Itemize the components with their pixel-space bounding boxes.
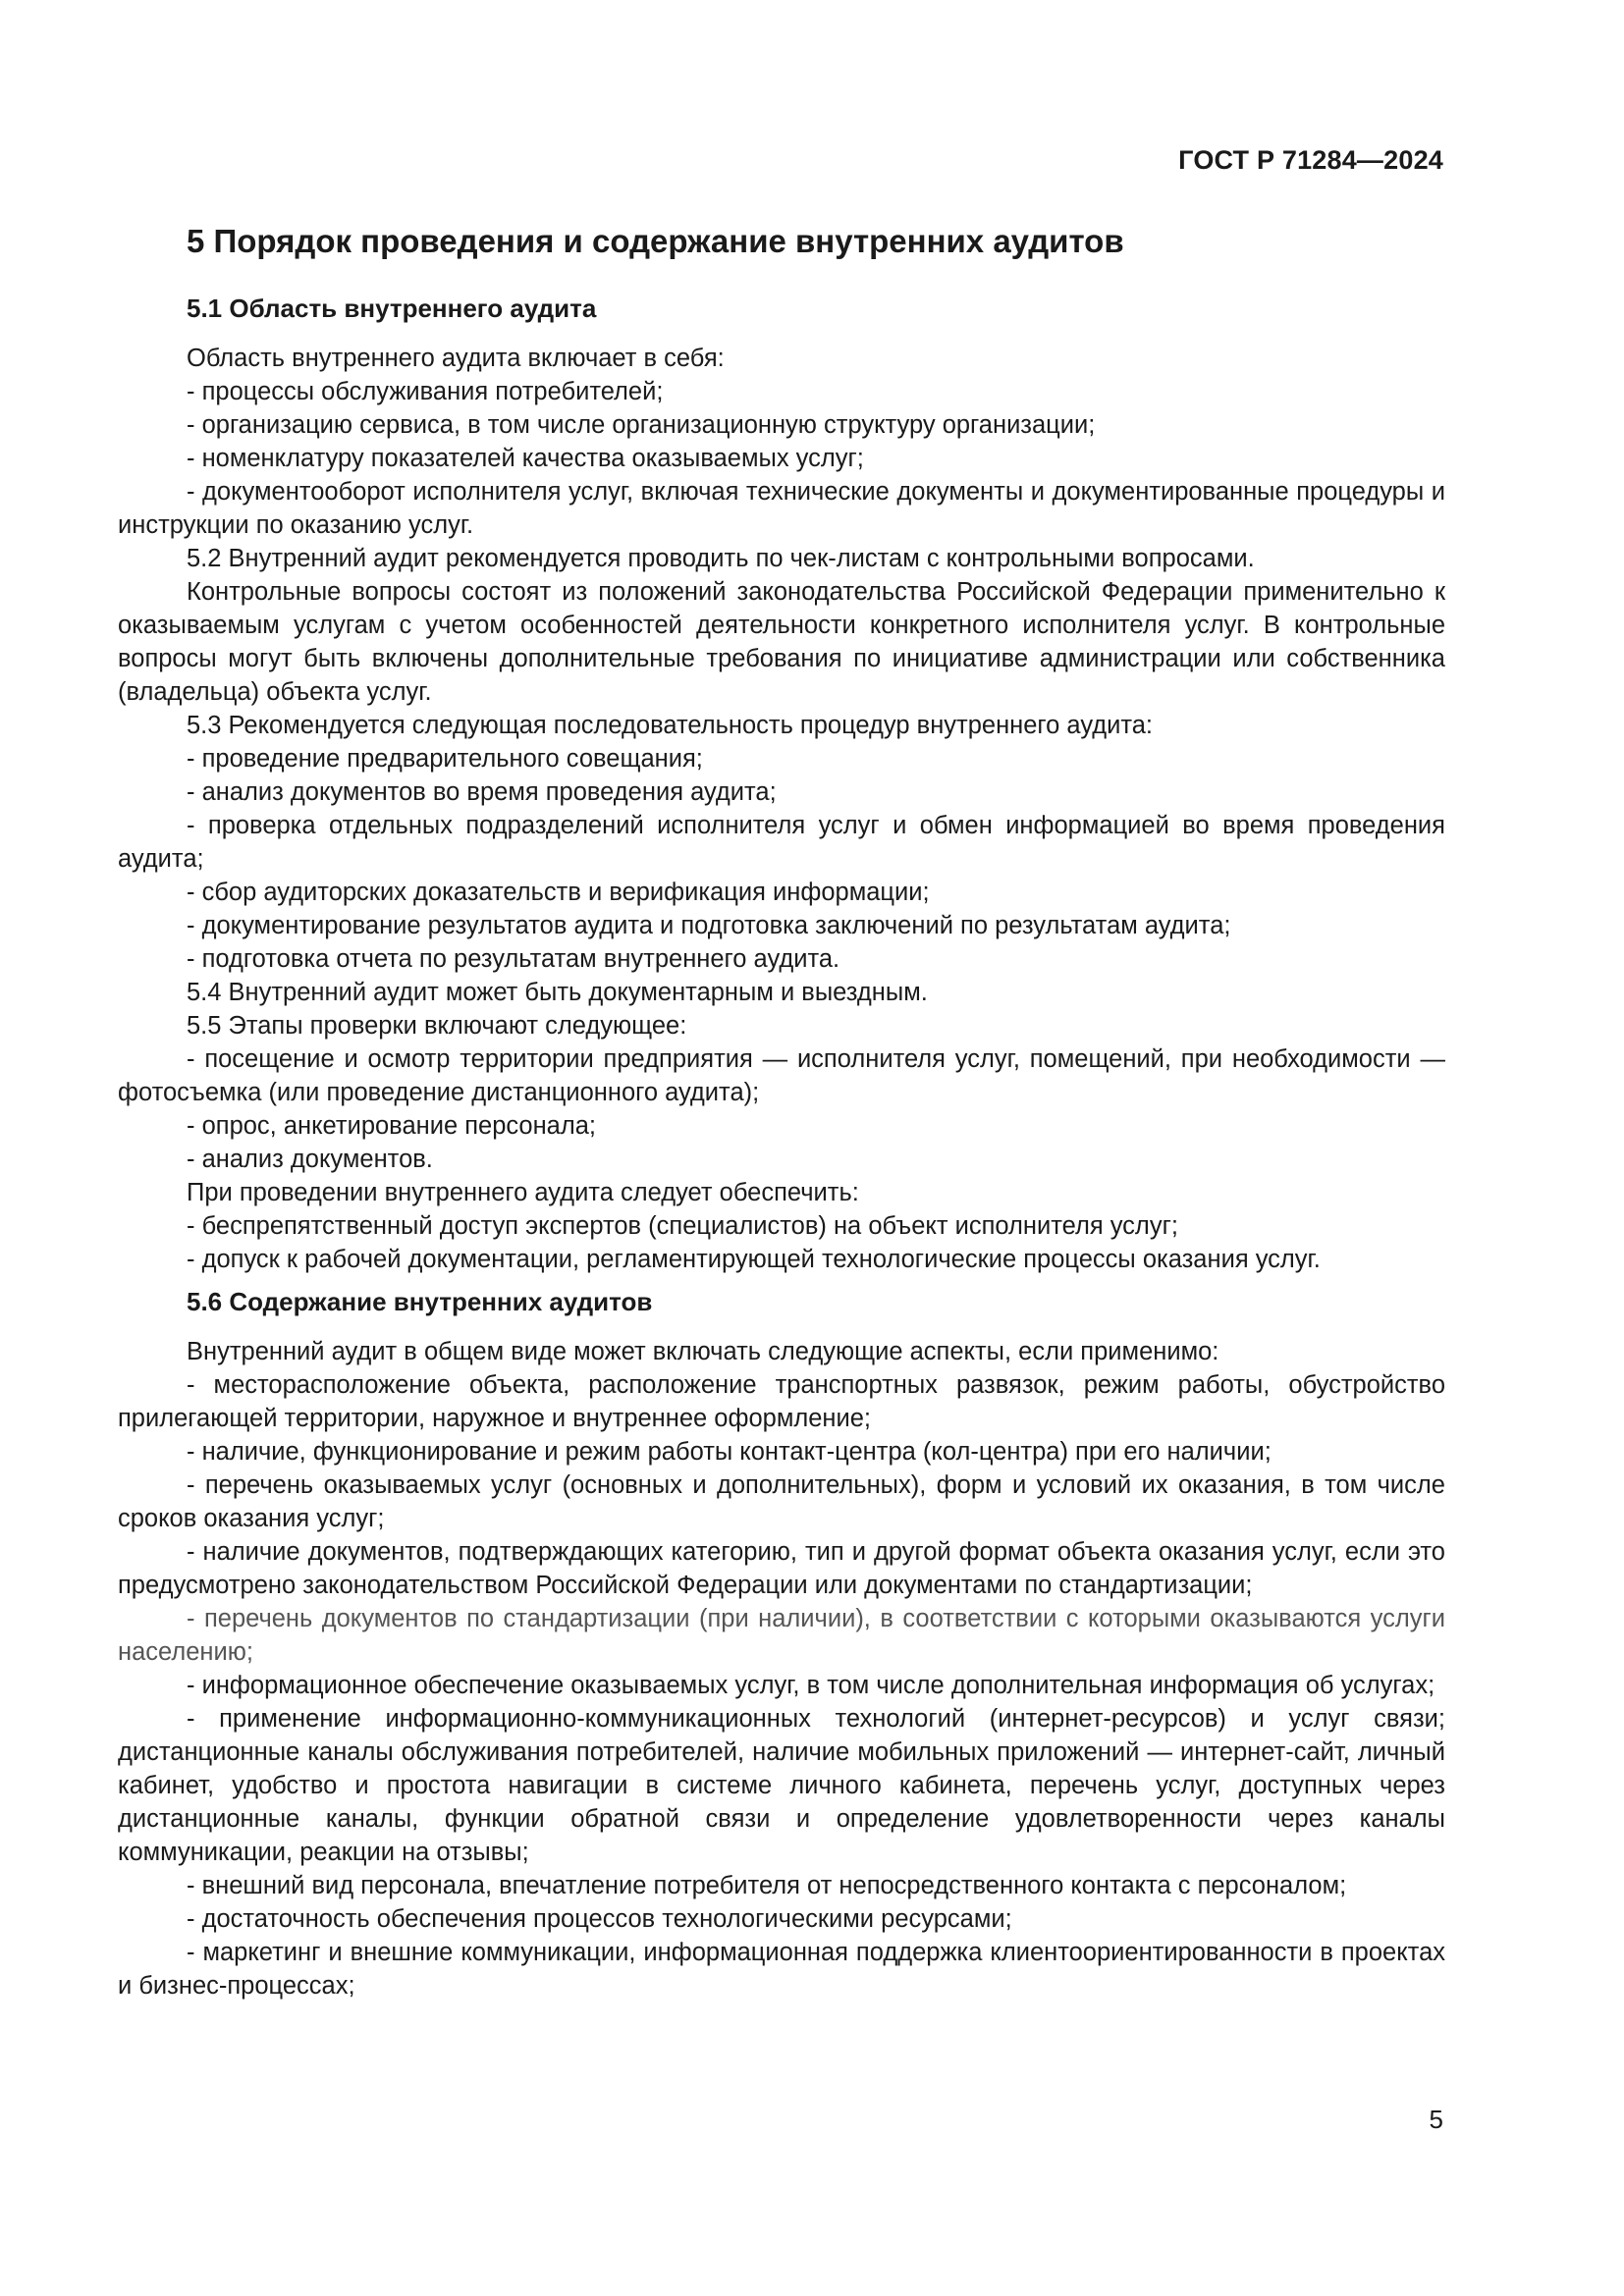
list-item: - перечень оказываемых услуг (основных и дополнительных), форм и условий их оказания, в том числе сроков оказания услуг; bbox=[118, 1471, 1445, 1532]
subsection-5-6-title: 5.6 Содержание внутренних аудитов bbox=[187, 1287, 653, 1316]
list-item: - процессы обслуживания потребителей; bbox=[187, 378, 664, 405]
list-item: - документооборот исполнителя услуг, включая технические документы и документированные процедуры и инструкции по оказанию услуг. bbox=[118, 478, 1445, 539]
list-item: - перечень документов по стандартизации (при наличии), в соответствии с которыми оказываются услуги населению; bbox=[118, 1605, 1445, 1666]
list-item: - достаточность обеспечения процессов технологическими ресурсами; bbox=[187, 1905, 1012, 1933]
list-item: - маркетинг и внешние коммуникации, информационная поддержка клиентоориентированности в проектах и бизнес-процессах; bbox=[118, 1939, 1445, 2000]
document-id-header: ГОСТ Р 71284—2024 bbox=[1178, 145, 1443, 175]
document-body bbox=[118, 222, 1445, 2002]
list-item: - беспрепятственный доступ экспертов (специалистов) на объект исполнителя услуг; bbox=[187, 1212, 1178, 1240]
page-number: 5 bbox=[1429, 2105, 1443, 2134]
list-item: - месторасположение объекта, расположение транспортных развязок, режим работы, обустройство прилегающей территории, наружное и внутреннее оформление; bbox=[118, 1371, 1445, 1432]
list-item: - наличие документов, подтверждающих категорию, тип и другой формат объекта оказания услуг, если это предусмотрено законодательством Российской Федерации или документами по стандартизации; bbox=[118, 1538, 1445, 1599]
list-item: - сбор аудиторских доказательств и верификация информации; bbox=[187, 879, 930, 906]
list-item: - посещение и осмотр территории предприятия — исполнителя услуг, помещений, при необходимости — фотосъемка (или проведение дистанционного аудита); bbox=[118, 1045, 1445, 1106]
list-item: - анализ документов. bbox=[187, 1146, 433, 1173]
paragraph: Внутренний аудит в общем виде может включать следующие аспекты, если применимо: bbox=[187, 1338, 1219, 1365]
list-item: - наличие, функционирование и режим работы контакт-центра (кол-центра) при его наличии; bbox=[187, 1438, 1272, 1466]
list-item: - документирование результатов аудита и подготовка заключений по результатам аудита; bbox=[187, 912, 1231, 939]
subsection-5-1-title: 5.1 Область внутреннего аудита bbox=[187, 294, 597, 323]
paragraph: Область внутреннего аудита включает в себя: bbox=[187, 345, 725, 372]
list-item: - номенклатуру показателей качества оказываемых услуг; bbox=[187, 445, 864, 472]
list-item: - применение информационно-коммуникационных технологий (интернет-ресурсов) и услуг связи; дистанционные каналы обслуживания потребителей, наличие мобильных приложений — интернет-сайт, личный кабинет, удобство и простота навигации в системе личного кабинета, перечень услуг, доступных через дистанционные каналы, функции обратной связи и определение удовлетворенности через каналы коммуникации, реакции на отзывы; bbox=[118, 1705, 1445, 1866]
paragraph: Контрольные вопросы состоят из положений законодательства Российской Федерации применительно к оказываемым услугам с учетом особенностей деятельности конкретного исполнителя услуг. В контрольные вопросы могут быть включены дополнительные требования по инициативе администрации или собственника (владельца) объекта услуг. bbox=[118, 578, 1445, 706]
clause-5-2: 5.2 Внутренний аудит рекомендуется проводить по чек-листам с контрольными вопросами. bbox=[187, 545, 1255, 572]
list-item: - проведение предварительного совещания; bbox=[187, 745, 703, 773]
list-item: - организацию сервиса, в том числе организационную структуру организации; bbox=[187, 411, 1096, 439]
clause-5-4: 5.4 Внутренний аудит может быть документарным и выездным. bbox=[187, 979, 928, 1006]
clause-5-5: 5.5 Этапы проверки включают следующее: bbox=[187, 1012, 687, 1040]
list-item: - допуск к рабочей документации, регламентирующей технологические процессы оказания услуг. bbox=[187, 1246, 1321, 1273]
list-item: - информационное обеспечение оказываемых услуг, в том числе дополнительная информация об услугах; bbox=[187, 1672, 1435, 1699]
section-5-title: 5 Порядок проведения и содержание внутренних аудитов bbox=[187, 223, 1124, 259]
clause-5-3: 5.3 Рекомендуется следующая последовательность процедур внутреннего аудита: bbox=[187, 712, 1154, 739]
list-item: - опрос, анкетирование персонала; bbox=[187, 1112, 597, 1140]
list-item: - внешний вид персонала, впечатление потребителя от непосредственного контакта с персоналом; bbox=[187, 1872, 1347, 1899]
list-item: - анализ документов во время проведения аудита; bbox=[187, 778, 777, 806]
list-item: - подготовка отчета по результатам внутреннего аудита. bbox=[187, 945, 840, 973]
list-item: - проверка отдельных подразделений исполнителя услуг и обмен информацией во время проведения аудита; bbox=[118, 812, 1445, 873]
paragraph: При проведении внутреннего аудита следует обеспечить: bbox=[187, 1179, 859, 1206]
